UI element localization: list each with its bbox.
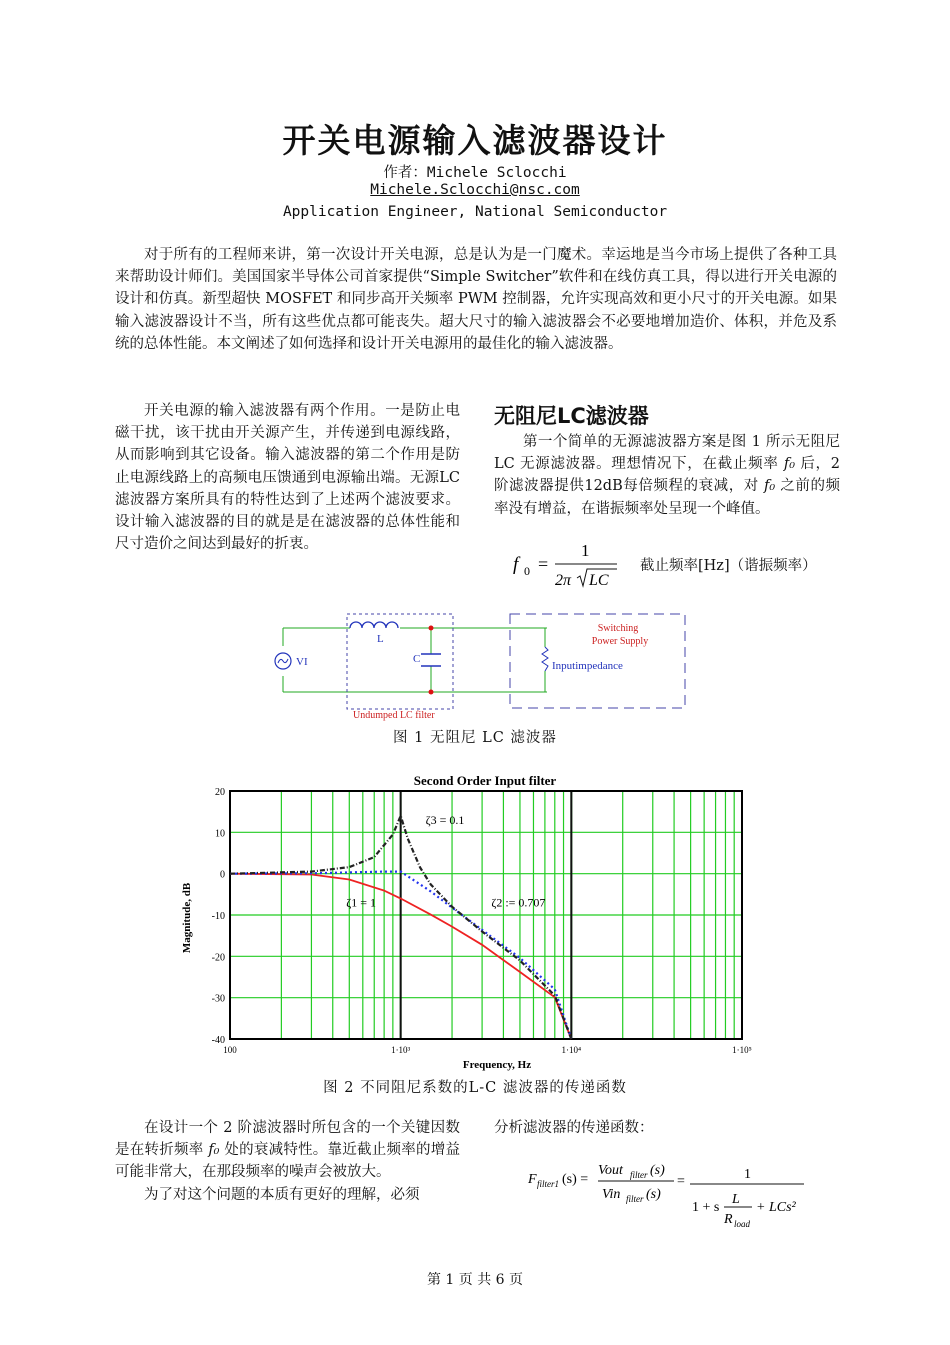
capacitor-symbol [421,654,441,666]
impedance-resistor-symbol [542,647,548,671]
figure1-caption: 图 1 无阻尼 LC 滤波器 [393,730,557,746]
figure2-caption: 图 2 不同阻尼系数的L-C 滤波器的传递函数 [323,1080,627,1096]
impedance-label: Inputimpedance [552,660,623,672]
y-tick-label: 0 [220,869,225,881]
y-axis-label: Magnitude, dB [181,882,193,954]
x-axis-label: Frequency, Hz [462,1059,532,1071]
f0-symbol: f₀ [208,1142,220,1159]
y-tick-label: -20 [211,952,225,964]
svg-text:(s): (s) [650,1163,665,1178]
y-tick-label: -40 [211,1035,225,1046]
curve-annotation: ζ2 := 0.707 [491,895,546,910]
svg-text:filter: filter [630,1170,648,1180]
x-tick-label: 1·10³ [391,1045,411,1055]
svg-text:f: f [513,554,519,575]
abstract-paragraph: 对于所有的工程师来讲，第一次设计开关电源，总是认为是一门魔术。幸运地是当今市场上提供了各种工具来帮助设计师们。美国国家半导体公司首家提供“Simple Switcher”软件和在线仿真工具，得以进行开关电源的设计和仿真。新型超快 MOSFET 和同步高开关频率 PWM 控制器，允许实现高效和更小尺寸的开关电源。如果输入滤波器设计不当，所有这些优点都可能丧失。超大尺寸的输入滤波器会不必要地增加造价、体积，并危及系统的总体性能。本文阐述了如何选择和设计开关电源用的最佳化的输入滤波器。 [115,247,837,352]
svg-text:+ LCs²: + LCs² [756,1200,796,1215]
y-tick-label: -30 [211,993,225,1005]
svg-text:0: 0 [524,564,530,578]
chart-title: Second Order Input filter [413,773,557,788]
power-supply-label-1: Switching [597,623,639,634]
cutoff-formula [505,536,635,594]
lower-left-column: 在设计一个 2 阶滤波器时所包含的一个关键因数是在转折频率 f₀ 处的衰减特性。靠近截止频率的增益可能非常大，在那段频率的噪声会被放大。 为了对这个问题的本质有更好的理解，必须 [115,1120,460,1203]
svg-text:=: = [538,554,549,574]
svg-text:=: = [677,1174,685,1189]
y-tick-label: 20 [215,787,225,798]
y-tick-label: 10 [215,828,225,840]
transfer-function-intro: 分析滤波器的传递函数： [494,1120,654,1136]
f0-symbol: f₀ [763,478,776,495]
lc-filter-box-label: Undumped LC filter [353,710,435,721]
curve-annotation: ζ3 = 0.1 [425,813,465,828]
svg-text:(s) =: (s) = [562,1172,589,1187]
svg-text:Vin: Vin [602,1187,621,1202]
filter-response-chart [175,768,775,1078]
x-tick-label: 100 [223,1045,237,1055]
source-label: VI [296,656,308,668]
lc-filter-circuit [265,610,695,722]
page-footer: 第 1 页 共 6 页 [426,1272,524,1288]
inductor-symbol [350,622,398,628]
chart-annotations [346,813,545,910]
author-email-link[interactable]: Michele.Sclocchi@nsc.com [370,182,580,198]
f0-symbol: f₀ [783,456,796,473]
author-line: 作者：Michele Sclocchi [383,165,567,181]
svg-text:1: 1 [744,1167,751,1182]
svg-text:(s): (s) [646,1187,661,1202]
inductor-label: L [377,633,384,645]
svg-text:1: 1 [581,541,590,560]
capacitor-label: C [413,653,421,665]
svg-text:filter1: filter1 [537,1179,559,1189]
voltage-source-symbol [275,653,291,669]
lower-right-column [494,1117,824,1231]
x-tick-label: 1·10⁴ [561,1045,582,1055]
curve-annotation: ζ1 = 1 [346,895,377,910]
x-tick-label: 1·10⁵ [732,1045,752,1055]
svg-text:Vout: Vout [598,1163,623,1178]
power-supply-label-2: Power Supply [591,636,649,647]
affiliation-line: Application Engineer, National Semiconductor [282,204,668,220]
svg-text:filter: filter [626,1194,644,1204]
page-title: 开关电源输入滤波器设计 [282,121,668,160]
node-bottom [429,690,434,695]
svg-text:R: R [724,1212,733,1227]
section-paragraph: 第一个简单的无源滤波器方案是图 1 所示无阻尼 LC 无源滤波器。理想情况下，在截止频率 f₀ 后，2 阶滤波器提供12dB每倍频程的衰减，对 f₀ 之前的频率没有增益，在谐振频率处呈现一个峰值。 [494,434,841,517]
node-top [429,626,434,631]
svg-text:L: L [732,1192,740,1207]
svg-text:1 + s: 1 + s [692,1200,720,1215]
transfer-function-formula [494,1141,824,1231]
intro-column: 开关电源的输入滤波器有两个作用。一是防止电磁干扰，该干扰由开关源产生，并传递到电源线路，从而影响到其它设备。输入滤波器的第二个作用是防止电源线路上的高频电压馈通到电源输出端。无源LC滤波器方案所具有的特性达到了上述两个滤波要求。设计输入滤波器的目的就是是在滤波器的总体性能和尺寸造价之间达到最好的折衷。 [115,403,460,553]
formula-label: 截止频率[Hz]（谐振频率） [640,558,817,574]
chart-grid [230,791,742,1039]
svg-text:2π: 2π [555,572,572,589]
section-heading: 无阻尼LC滤波器 [494,404,649,428]
svg-text:F: F [528,1172,537,1187]
y-tick-label: -10 [211,911,225,922]
svg-text:LC: LC [589,572,609,589]
svg-text:load: load [734,1219,751,1229]
